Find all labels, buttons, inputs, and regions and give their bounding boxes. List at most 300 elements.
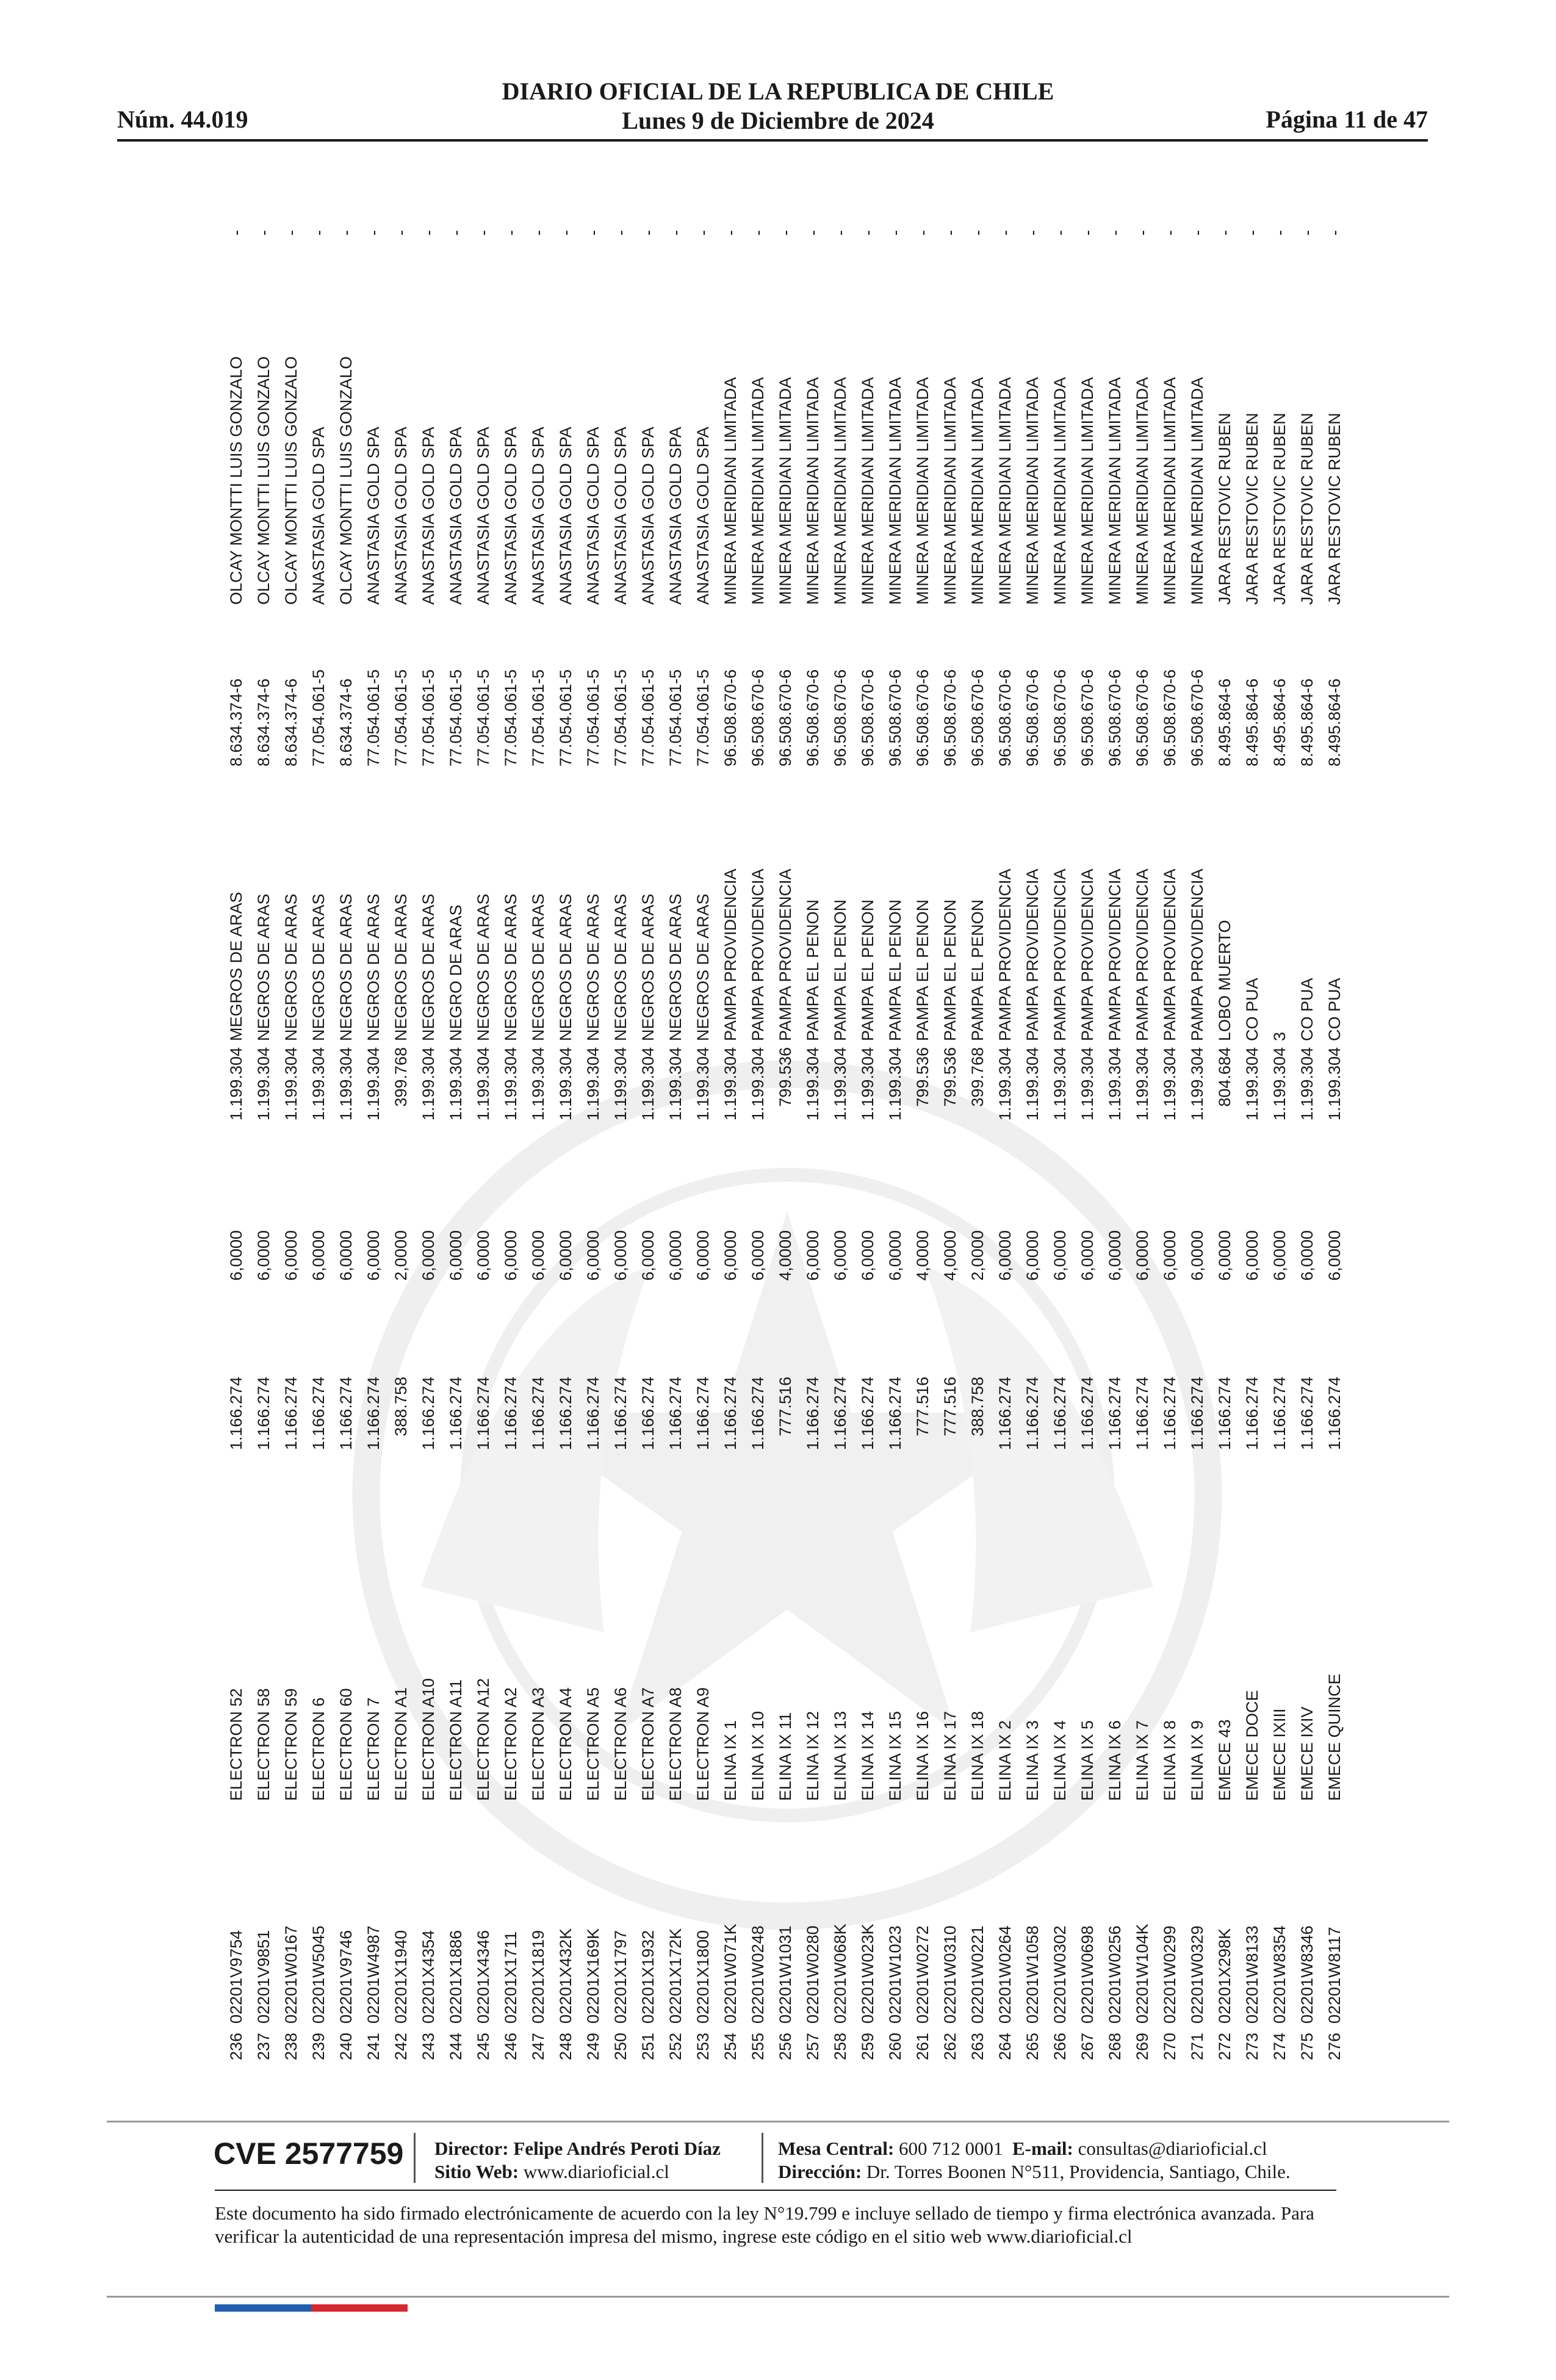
table-row: [580, 229, 607, 2060]
hectares-cell: 1.166.274: [831, 1377, 849, 1451]
units-cell: 6,0000: [886, 1230, 904, 1281]
rut-cell: 96.508.670-6: [913, 669, 932, 766]
hectares-cell: 1.166.274: [1216, 1377, 1234, 1451]
rol-nacional: 02201W0221: [968, 1925, 987, 2024]
location-cell: PAMPA EL PENON: [968, 899, 987, 1041]
value-cell: 1.199.304: [694, 1047, 712, 1121]
note-cell: -: [694, 230, 712, 236]
rol-nacional: 02201V9851: [254, 1930, 273, 2024]
owner-cell: ANASTASIA GOLD SPA: [502, 427, 520, 605]
hectares-cell: 1.166.274: [611, 1377, 630, 1451]
value-cell: 1.199.304: [1188, 1047, 1206, 1121]
value-cell: 804.684: [1216, 1047, 1234, 1107]
rut-cell: 96.508.670-6: [1078, 669, 1097, 766]
table-row: [1266, 229, 1294, 2060]
rut-cell: 96.508.670-6: [749, 669, 767, 766]
concession-name: ELINA IX 13: [831, 1711, 849, 1801]
units-cell: 6,0000: [611, 1230, 630, 1281]
units-cell: 6,0000: [502, 1230, 520, 1281]
units-cell: 2,0000: [968, 1230, 987, 1281]
rol-nacional: 02201X4354: [419, 1930, 438, 2024]
hectares-cell: 1.166.274: [804, 1377, 822, 1451]
hectares-cell: 1.166.274: [1023, 1377, 1042, 1451]
concession-name: ELECTRON 59: [282, 1688, 300, 1801]
row-number: 276: [1325, 2032, 1344, 2060]
note-cell: -: [1078, 230, 1097, 236]
rut-cell: 96.508.670-6: [831, 669, 849, 766]
rol-nacional: 02201W4987: [364, 1925, 383, 2024]
rut-cell: 77.054.061-5: [556, 669, 575, 766]
note-cell: -: [556, 230, 575, 236]
units-cell: 6,0000: [996, 1230, 1014, 1281]
location-cell: LOBO MUERTO: [1216, 920, 1234, 1041]
location-cell: NEGROS DE ARAS: [309, 893, 328, 1041]
value-cell: 1.199.304: [1078, 1047, 1097, 1121]
note-cell: -: [282, 230, 300, 236]
concession-name: ELECTRON A10: [419, 1678, 438, 1801]
owner-cell: MINERA MERIDIAN LIMITADA: [968, 377, 987, 605]
units-cell: 4,0000: [941, 1230, 959, 1281]
row-number: 266: [1051, 2032, 1069, 2060]
value-cell: 1.199.304: [556, 1047, 575, 1121]
value-cell: 1.199.304: [859, 1047, 877, 1121]
row-number: 256: [776, 2032, 794, 2060]
rol-nacional: 02201W0280: [804, 1925, 822, 2024]
units-cell: 4,0000: [913, 1230, 932, 1281]
rut-cell: 8.634.374-6: [254, 678, 273, 766]
table-row: [1019, 229, 1046, 2060]
value-cell: 1.199.304: [721, 1047, 740, 1121]
table-row: [387, 229, 415, 2060]
hectares-cell: 1.166.274: [1106, 1377, 1124, 1451]
table-row: [1211, 229, 1239, 2060]
row-number: 273: [1243, 2032, 1261, 2060]
rut-cell: 96.508.670-6: [1106, 669, 1124, 766]
table-row: [882, 229, 909, 2060]
value-cell: 1.199.304: [831, 1047, 849, 1121]
value-cell: 1.199.304: [502, 1047, 520, 1121]
row-number: 254: [721, 2032, 740, 2060]
note-cell: -: [941, 230, 959, 236]
units-cell: 6,0000: [1188, 1230, 1206, 1281]
owner-cell: ANASTASIA GOLD SPA: [694, 427, 712, 605]
rol-nacional: 02201W0329: [1188, 1925, 1206, 2024]
table-body: [223, 229, 1344, 2060]
hectares-cell: 1.166.274: [556, 1377, 575, 1451]
table-row: [470, 229, 497, 2060]
hectares-cell: 1.166.274: [859, 1377, 877, 1451]
rol-nacional: 02201W068K: [831, 1924, 849, 2024]
concession-name: ELINA IX 7: [1133, 1720, 1151, 1801]
table-row: [1294, 229, 1321, 2060]
hectares-cell: 1.166.274: [337, 1377, 355, 1451]
note-cell: -: [996, 230, 1014, 236]
rut-cell: 8.495.864-6: [1298, 678, 1316, 766]
hectares-cell: 1.166.274: [584, 1377, 602, 1451]
location-cell: CO PUA: [1298, 978, 1316, 1041]
units-cell: 6,0000: [1133, 1230, 1151, 1281]
rol-nacional: 02201W8346: [1298, 1925, 1316, 2024]
rol-nacional: 02201X1711: [502, 1931, 520, 2024]
owner-cell: MINERA MERIDIAN LIMITADA: [1023, 377, 1042, 605]
location-cell: PAMPA PROVIDENCIA: [1133, 868, 1151, 1041]
rut-cell: 77.054.061-5: [611, 669, 630, 766]
rut-cell: 77.054.061-5: [639, 669, 657, 766]
legal-notice: Este documento ha sido firmado electrónicamente de acuerdo con la ley N°19.799 e incluye sellado de tiempo y firma electrónica avanzada. Para verificar la autenticidad de una representación impresa del mismo, ingrese este código en el sitio web www.diarioficial.cl: [215, 2202, 1314, 2247]
hectares-cell: 1.166.274: [1051, 1377, 1069, 1451]
rut-cell: 77.054.061-5: [584, 669, 602, 766]
units-cell: 6,0000: [364, 1230, 383, 1281]
rol-nacional: 02201W0264: [996, 1925, 1014, 2024]
row-number: 239: [309, 2032, 328, 2060]
table-row: [278, 229, 305, 2060]
table-row: [415, 229, 442, 2060]
value-cell: 1.199.304: [666, 1047, 685, 1121]
rol-nacional: 02201X1800: [694, 1930, 712, 2024]
location-cell: MEGROS DE ARAS: [227, 892, 245, 1041]
owner-cell: OLCAY MONTTI LUIS GONZALO: [254, 356, 273, 605]
hectares-cell: 388.758: [392, 1377, 410, 1437]
row-number: 237: [254, 2032, 273, 2060]
concession-name: ELINA IX 11: [776, 1712, 794, 1801]
owner-cell: MINERA MERIDIAN LIMITADA: [886, 377, 904, 605]
concession-name: ELECTRON A5: [584, 1687, 602, 1801]
units-cell: 6,0000: [804, 1230, 822, 1281]
concession-name: EMECE IXIII: [1270, 1708, 1289, 1801]
hectares-cell: 1.166.274: [1133, 1377, 1151, 1451]
table-row: [442, 229, 470, 2060]
table-row: [223, 229, 250, 2060]
units-cell: 6,0000: [447, 1230, 465, 1281]
row-number: 255: [749, 2032, 767, 2060]
owner-cell: MINERA MERIDIAN LIMITADA: [1161, 377, 1179, 605]
location-cell: NEGROS DE ARAS: [584, 893, 602, 1041]
row-number: 245: [474, 2032, 492, 2060]
row-number: 244: [447, 2032, 465, 2060]
note-cell: -: [749, 230, 767, 236]
location-cell: NEGROS DE ARAS: [364, 893, 383, 1041]
director-label: Director:: [434, 2138, 509, 2159]
row-number: 258: [831, 2032, 849, 2060]
row-number: 249: [584, 2032, 602, 2060]
value-cell: 1.199.304: [447, 1047, 465, 1121]
rut-cell: 77.054.061-5: [309, 669, 328, 766]
note-cell: -: [254, 230, 273, 236]
concession-name: ELECTRON 60: [337, 1688, 355, 1801]
location-cell: NEGROS DE ARAS: [337, 893, 355, 1041]
value-cell: 1.199.304: [886, 1047, 904, 1121]
director-line: [434, 2137, 721, 2160]
rol-nacional: 02201X1886: [447, 1930, 465, 2024]
row-number: 241: [364, 2032, 383, 2060]
note-cell: -: [309, 230, 328, 236]
masthead-date: Lunes 9 de Diciembre de 2024: [622, 107, 934, 134]
note-cell: -: [859, 230, 877, 236]
units-cell: 6,0000: [1078, 1230, 1097, 1281]
rol-nacional: 02201W5045: [309, 1925, 328, 2024]
units-cell: 6,0000: [1270, 1230, 1289, 1281]
location-cell: PAMPA EL PENON: [831, 899, 849, 1041]
hectares-cell: 1.166.274: [529, 1377, 547, 1451]
location-cell: NEGROS DE ARAS: [694, 893, 712, 1041]
note-cell: -: [1216, 230, 1234, 236]
value-cell: 1.199.304: [1023, 1047, 1042, 1121]
director-value: Felipe Andrés Peroti Díaz: [513, 2138, 721, 2159]
value-cell: 1.199.304: [611, 1047, 630, 1121]
location-cell: PAMPA PROVIDENCIA: [721, 868, 740, 1041]
value-cell: 1.199.304: [529, 1047, 547, 1121]
rut-cell: 77.054.061-5: [529, 669, 547, 766]
owner-cell: MINERA MERIDIAN LIMITADA: [1106, 377, 1124, 605]
hectares-cell: 1.166.274: [474, 1377, 492, 1451]
footer-separator: [762, 2133, 763, 2183]
location-cell: PAMPA EL PENON: [859, 899, 877, 1041]
rol-nacional: 02201W8117: [1325, 1927, 1344, 2024]
rut-cell: 77.054.061-5: [419, 669, 438, 766]
row-number: 264: [996, 2032, 1014, 2060]
concession-name: EMECE IXIV: [1298, 1706, 1316, 1801]
table-row: [1184, 229, 1211, 2060]
rut-cell: 77.054.061-5: [364, 669, 383, 766]
row-number: 259: [859, 2032, 877, 2060]
table-row: [1321, 229, 1349, 2060]
owner-cell: MINERA MERIDIAN LIMITADA: [859, 377, 877, 605]
concession-name: ELECTRON A8: [666, 1687, 685, 1801]
table-row: [250, 229, 278, 2060]
concession-name: ELECTRON A1: [392, 1687, 410, 1801]
rol-nacional: 02201W0310: [941, 1925, 959, 2024]
row-number: 262: [941, 2032, 959, 2060]
value-cell: 799.536: [941, 1047, 959, 1107]
concession-name: ELECTRON A2: [502, 1687, 520, 1801]
table-row: [992, 229, 1019, 2060]
value-cell: 1.199.304: [337, 1047, 355, 1121]
value-cell: 1.199.304: [282, 1047, 300, 1121]
rol-nacional: 02201W023K: [859, 1924, 877, 2024]
rut-cell: 8.634.374-6: [337, 678, 355, 766]
units-cell: 6,0000: [859, 1230, 877, 1281]
location-cell: NEGROS DE ARAS: [392, 893, 410, 1041]
rut-cell: 96.508.670-6: [776, 669, 794, 766]
note-cell: -: [1161, 230, 1179, 236]
concession-name: ELECTRON 52: [227, 1688, 245, 1801]
footer-divider: [107, 2296, 1449, 2298]
note-cell: -: [502, 230, 520, 236]
units-cell: 6,0000: [694, 1230, 712, 1281]
owner-cell: MINERA MERIDIAN LIMITADA: [1133, 377, 1151, 605]
owner-cell: MINERA MERIDIAN LIMITADA: [776, 377, 794, 605]
rol-nacional: 02201W0299: [1161, 1925, 1179, 2024]
row-number: 270: [1161, 2032, 1179, 2060]
rut-cell: 77.054.061-5: [447, 669, 465, 766]
value-cell: 1.199.304: [1325, 1047, 1344, 1121]
mesa-label: Mesa Central:: [778, 2138, 895, 2159]
rut-cell: 96.508.670-6: [1188, 669, 1206, 766]
location-cell: NEGROS DE ARAS: [419, 893, 438, 1041]
units-cell: 6,0000: [584, 1230, 602, 1281]
units-cell: 6,0000: [1023, 1230, 1042, 1281]
page-number: Página 11 de 47: [1266, 106, 1428, 133]
hectares-cell: 1.166.274: [227, 1377, 245, 1451]
rol-nacional: 02201X432K: [556, 1928, 575, 2024]
cve-code: CVE 2577759: [214, 2137, 404, 2171]
rut-cell: 77.054.061-5: [666, 669, 685, 766]
units-cell: 6,0000: [529, 1230, 547, 1281]
owner-cell: ANASTASIA GOLD SPA: [584, 427, 602, 605]
rol-nacional: 02201W104K: [1133, 1924, 1151, 2024]
mining-concessions-table: [223, 229, 1344, 2060]
rol-nacional: 02201W1023: [886, 1925, 904, 2024]
hectares-cell: 1.166.274: [1298, 1377, 1316, 1451]
table-row: [772, 229, 799, 2060]
hectares-cell: 1.166.274: [254, 1377, 273, 1451]
owner-cell: MINERA MERIDIAN LIMITADA: [1051, 377, 1069, 605]
value-cell: 799.536: [776, 1047, 794, 1107]
email-link[interactable]: consultas@diarioficial.cl: [1078, 2138, 1267, 2159]
rut-cell: 8.634.374-6: [227, 678, 245, 766]
table-row: [360, 229, 387, 2060]
units-cell: 6,0000: [749, 1230, 767, 1281]
hectares-cell: 777.516: [913, 1377, 932, 1437]
row-number: 253: [694, 2032, 712, 2060]
concession-name: ELECTRON 7: [364, 1697, 383, 1801]
hectares-cell: 1.166.274: [419, 1377, 438, 1451]
hectares-cell: 1.166.274: [639, 1377, 657, 1451]
note-cell: -: [886, 230, 904, 236]
value-cell: 1.199.304: [1270, 1047, 1289, 1121]
rut-cell: 96.508.670-6: [721, 669, 740, 766]
units-cell: 6,0000: [556, 1230, 575, 1281]
value-cell: 1.199.304: [584, 1047, 602, 1121]
rol-nacional: 02201X1819: [529, 1930, 547, 2024]
mesa-value: 600 712 0001: [899, 2138, 1003, 2159]
concession-name: ELINA IX 3: [1023, 1720, 1042, 1801]
site-link[interactable]: www.diarioficial.cl: [523, 2161, 669, 2182]
address-line: [778, 2160, 1291, 2183]
table-row: [854, 229, 882, 2060]
owner-cell: JARA RESTOVIC RUBEN: [1243, 413, 1261, 605]
concession-name: ELECTRON A6: [611, 1687, 630, 1801]
owner-cell: ANASTASIA GOLD SPA: [529, 427, 547, 605]
table-row: [1101, 229, 1129, 2060]
value-cell: 1.199.304: [419, 1047, 438, 1121]
owner-cell: MINERA MERIDIAN LIMITADA: [996, 377, 1014, 605]
concession-name: ELINA IX 15: [886, 1711, 904, 1801]
location-cell: PAMPA PROVIDENCIA: [749, 868, 767, 1041]
hectares-cell: 1.166.274: [1325, 1377, 1344, 1451]
row-number: 274: [1270, 2032, 1289, 2060]
location-cell: NEGROS DE ARAS: [611, 893, 630, 1041]
owner-cell: ANASTASIA GOLD SPA: [309, 427, 328, 605]
rut-cell: 96.508.670-6: [1023, 669, 1042, 766]
note-cell: -: [474, 230, 492, 236]
owner-cell: JARA RESTOVIC RUBEN: [1325, 413, 1344, 605]
units-cell: 6,0000: [639, 1230, 657, 1281]
owner-cell: ANASTASIA GOLD SPA: [474, 427, 492, 605]
rut-cell: 96.508.670-6: [886, 669, 904, 766]
units-cell: 6,0000: [666, 1230, 685, 1281]
rut-cell: 96.508.670-6: [1133, 669, 1151, 766]
concession-name: ELINA IX 6: [1106, 1720, 1124, 1801]
rol-nacional: 02201X1797: [611, 1930, 630, 2024]
table-row: [827, 229, 854, 2060]
value-cell: 1.199.304: [996, 1047, 1014, 1121]
rut-cell: 96.508.670-6: [968, 669, 987, 766]
owner-cell: MINERA MERIDIAN LIMITADA: [1078, 377, 1097, 605]
hectares-cell: 777.516: [776, 1377, 794, 1437]
row-number: 257: [804, 2032, 822, 2060]
table-row: [744, 229, 772, 2060]
table-row: [1074, 229, 1101, 2060]
note-cell: -: [227, 230, 245, 236]
units-cell: 6,0000: [1298, 1230, 1316, 1281]
rut-cell: 77.054.061-5: [392, 669, 410, 766]
value-cell: 1.199.304: [364, 1047, 383, 1121]
row-number: 242: [392, 2032, 410, 2060]
row-number: 265: [1023, 2032, 1042, 2060]
row-number: 269: [1133, 2032, 1151, 2060]
note-cell: -: [804, 230, 822, 236]
rut-cell: 8.495.864-6: [1243, 678, 1261, 766]
location-cell: NEGROS DE ARAS: [254, 893, 273, 1041]
hectares-cell: 1.166.274: [666, 1377, 685, 1451]
units-cell: 6,0000: [474, 1230, 492, 1281]
table-row: [525, 229, 552, 2060]
note-cell: -: [419, 230, 438, 236]
table-row: [1156, 229, 1184, 2060]
owner-cell: MINERA MERIDIAN LIMITADA: [1188, 377, 1206, 605]
owner-cell: ANASTASIA GOLD SPA: [639, 427, 657, 605]
location-cell: PAMPA EL PENON: [913, 899, 932, 1041]
note-cell: -: [1051, 230, 1069, 236]
owner-cell: ANASTASIA GOLD SPA: [556, 427, 575, 605]
units-cell: 4,0000: [776, 1230, 794, 1281]
owner-cell: MINERA MERIDIAN LIMITADA: [749, 377, 767, 605]
contact-block: [778, 2137, 1291, 2183]
table-row: [1129, 229, 1156, 2060]
concession-name: ELINA IX 5: [1078, 1720, 1097, 1801]
table-row: [909, 229, 937, 2060]
note-cell: -: [1270, 230, 1289, 236]
hectares-cell: 1.166.274: [886, 1377, 904, 1451]
location-cell: NEGROS DE ARAS: [666, 893, 685, 1041]
rut-cell: 8.495.864-6: [1325, 678, 1344, 766]
row-number: 252: [666, 2032, 685, 2060]
location-cell: NEGROS DE ARAS: [474, 893, 492, 1041]
issue-number: Núm. 44.019: [117, 106, 248, 133]
value-cell: 1.199.304: [639, 1047, 657, 1121]
owner-cell: ANASTASIA GOLD SPA: [611, 427, 630, 605]
row-number: 261: [913, 2032, 932, 2060]
row-number: 260: [886, 2032, 904, 2060]
concession-name: ELINA IX 10: [749, 1711, 767, 1801]
note-cell: -: [1106, 230, 1124, 236]
hectares-cell: 1.166.274: [996, 1377, 1014, 1451]
rut-cell: 77.054.061-5: [502, 669, 520, 766]
value-cell: 399.768: [392, 1047, 410, 1107]
table-row: [1046, 229, 1074, 2060]
note-cell: -: [392, 230, 410, 236]
concession-name: ELECTRON A11: [447, 1679, 465, 1801]
note-cell: -: [1243, 230, 1261, 236]
table-row: [964, 229, 992, 2060]
units-cell: 6,0000: [309, 1230, 328, 1281]
rol-nacional: 02201W0167: [282, 1925, 300, 2024]
concession-name: ELINA IX 18: [968, 1711, 987, 1801]
rol-nacional: 02201W071K: [721, 1924, 740, 2024]
location-cell: 3: [1270, 1031, 1289, 1041]
value-cell: 1.199.304: [749, 1047, 767, 1121]
